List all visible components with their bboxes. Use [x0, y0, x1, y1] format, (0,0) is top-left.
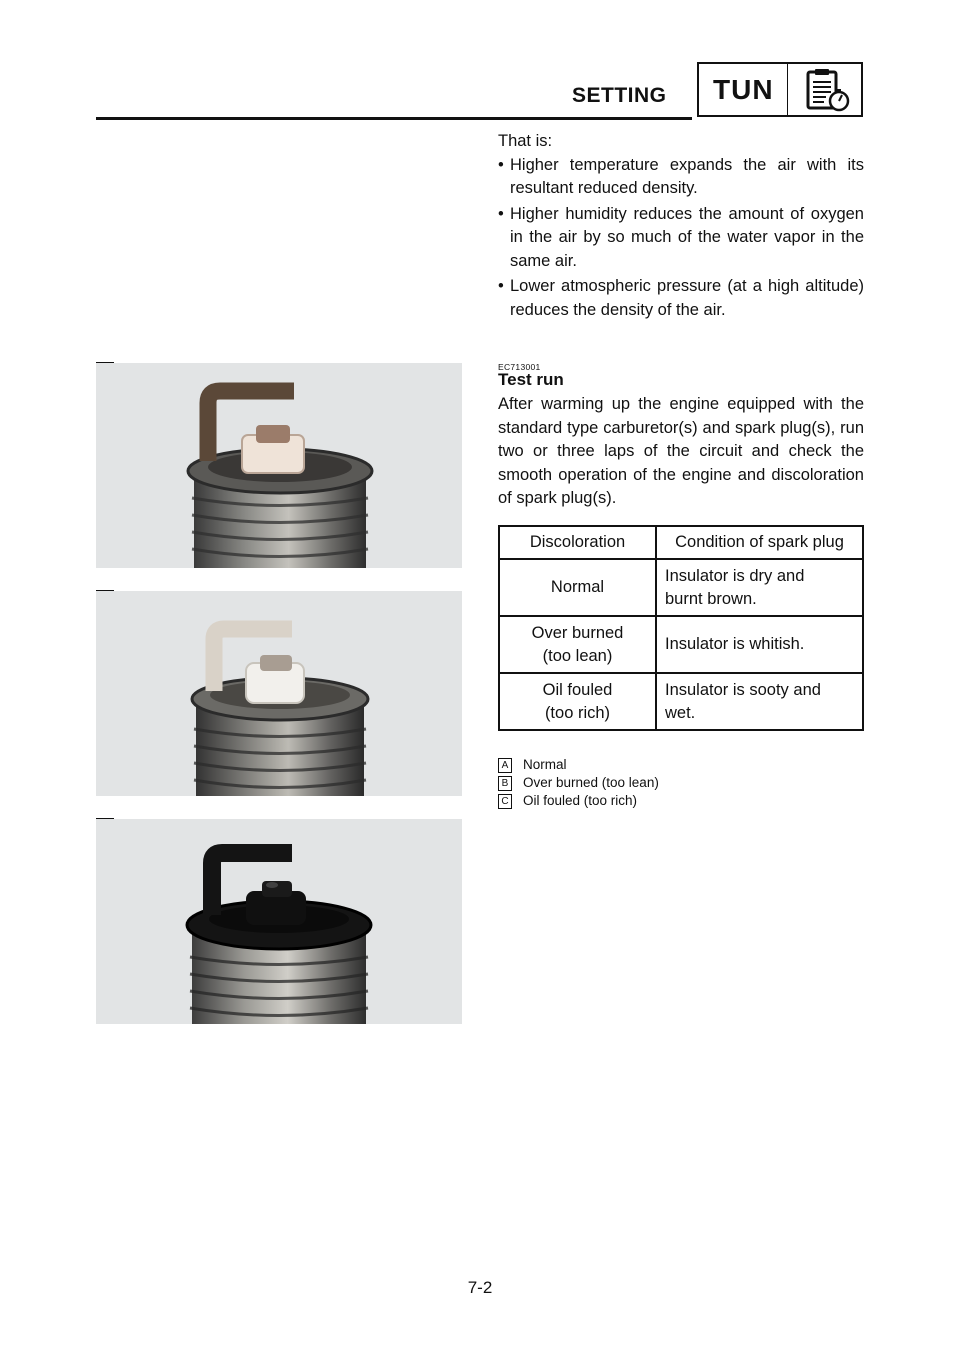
bullet-item [498, 275, 864, 322]
condition-cell [656, 616, 863, 673]
table-row [499, 673, 863, 730]
condition-cell [656, 559, 863, 616]
spark-plug-photo-oil-fouled [96, 819, 462, 1024]
table-header-cell: Discoloration [499, 526, 656, 559]
section-reference-code: EC713001 [498, 362, 541, 372]
section-code: TUN [713, 74, 774, 105]
legend-key: B [498, 776, 512, 791]
condition-cell [656, 673, 863, 730]
legend-label: Normal [523, 757, 567, 772]
legend-label: Oil fouled (too rich) [523, 793, 638, 808]
cell-line: Over burned [531, 623, 624, 642]
table-row [499, 559, 863, 616]
cell-line: (too rich) [544, 703, 611, 722]
bullet-dot-icon: • [498, 204, 504, 223]
legend-label: Over burned (too lean) [523, 775, 659, 790]
legend-item [498, 792, 659, 810]
section-paragraph: After warming up the engine equipped with the standard type carburetor(s) and spark plug(s), run two or three laps of the circuit and check the smooth operation of the engine and discoloration of spark plug(s). [498, 395, 864, 507]
cell-line: Normal [550, 578, 605, 596]
cell-line: wet. [665, 703, 696, 722]
bullet-text: Lower atmospheric pressure (at a high altitude) reduces the density of the air. [510, 277, 864, 319]
legend-item [498, 756, 659, 774]
figure-legend [498, 756, 659, 810]
bullet-item [498, 154, 864, 201]
legend-key: C [498, 794, 512, 809]
intro-block [498, 130, 864, 324]
section-title: Test run [498, 370, 564, 389]
intro-lead: That is: [498, 132, 553, 150]
bullet-dot-icon: • [498, 155, 504, 174]
cell-line: burnt brown. [665, 589, 757, 608]
spark-plug-table [498, 525, 864, 731]
legend-item [498, 774, 659, 792]
table-header-row [499, 526, 863, 559]
discoloration-cell [499, 616, 656, 673]
cell-line: Insulator is dry and [665, 566, 805, 585]
discoloration-cell [499, 559, 656, 616]
section-tab-divider [787, 64, 788, 115]
page-header-title: SETTING [572, 84, 667, 107]
page-number: 7-2 [467, 1278, 493, 1297]
bullet-dot-icon: • [498, 277, 504, 295]
bullet-text: Higher humidity reduces the amount of oxygen in the air by so much of the water vapor in the same air. [510, 204, 864, 270]
cell-line: (too lean) [542, 646, 613, 665]
bullet-item [498, 203, 864, 274]
cell-line: Insulator is sooty and [665, 680, 821, 699]
bullet-text: Higher temperature expands the air with its resultant reduced density. [510, 155, 864, 197]
table-row [499, 616, 863, 673]
legend-key: A [498, 758, 512, 773]
clipboard-stopwatch-icon [802, 66, 852, 114]
header-rule [96, 117, 692, 120]
cell-line: Insulator is whitish. [665, 635, 805, 653]
table-header-cell: Condition of spark plug [656, 526, 863, 559]
spark-plug-photo-over-burned [96, 591, 462, 796]
cell-line: Oil fouled [542, 680, 613, 699]
discoloration-cell [499, 673, 656, 730]
spark-plug-photo-normal [96, 363, 462, 568]
